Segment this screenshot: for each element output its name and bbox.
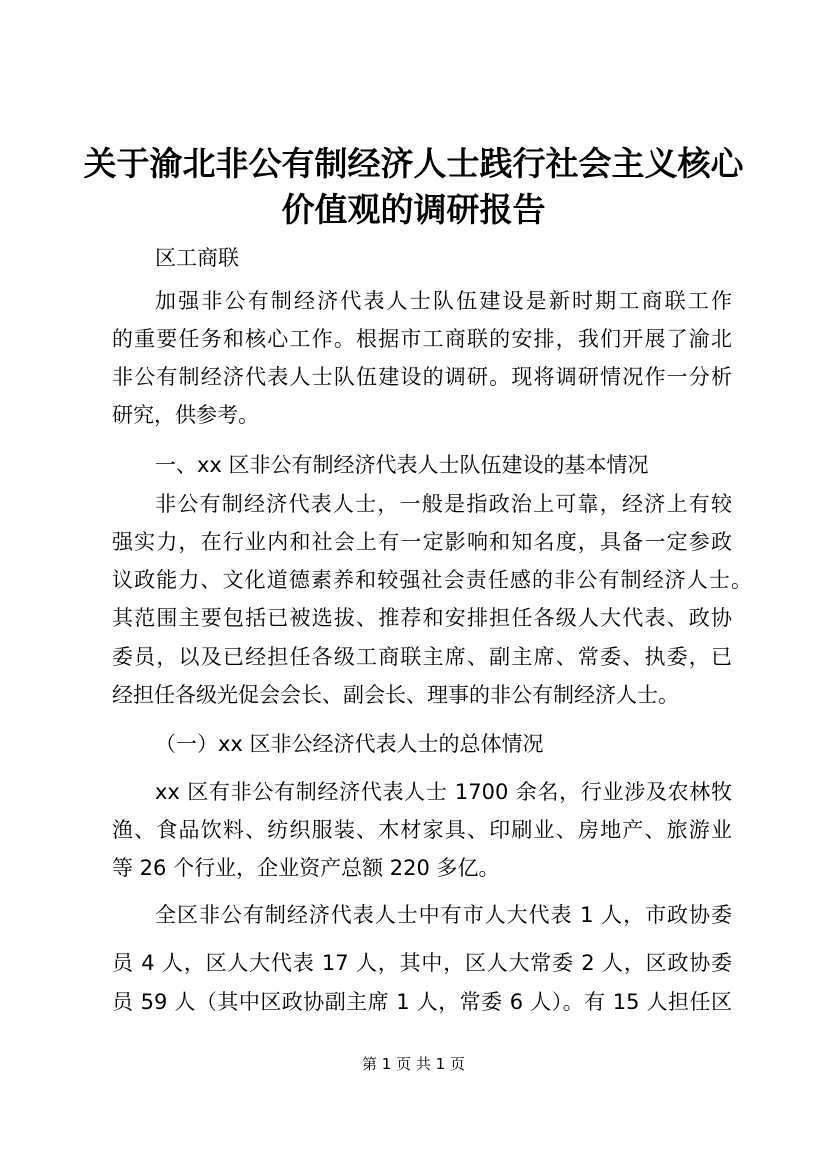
page-number-footer: 第 1 页 共 1 页 — [362, 1055, 465, 1073]
paragraph-line: 员 4 人，区人大代表 17 人，其中，区人大常委 2 人，区政协委 — [112, 951, 732, 975]
paragraph-line: 渔、食品饮料、纺织服装、木材家具、印刷业、房地产、旅游业 — [112, 818, 732, 842]
paragraph-line: 经担任各级光促会会长、副会长、理事的非公有制经济人士。 — [112, 683, 679, 707]
section-heading: 一、xx 区非公有制经济代表人士队伍建设的基本情况 — [155, 453, 649, 477]
paragraph-line: 加强非公有制经济代表人士队伍建设是新时期工商联工作 — [155, 289, 732, 313]
document-title-line-1: 关于渝北非公有制经济人士践行社会主义核心 — [83, 144, 744, 183]
paragraph-line: 员 59 人（其中区政协副主席 1 人，常委 6 人）。有 15 人担任区 — [112, 990, 732, 1014]
document-title-line-2: 价值观的调研报告 — [281, 190, 546, 229]
paragraph-line: 强实力，在行业内和社会上有一定影响和知名度，具备一定参政 — [112, 530, 732, 554]
paragraph-line: 非公有制经济代表人士，一般是指政治上可靠，经济上有较 — [155, 492, 732, 516]
paragraph-line: xx 区有非公有制经济代表人士 1700 余名，行业涉及农林牧 — [155, 780, 732, 804]
paragraph-line: 等 26 个行业，企业资产总额 220 多亿。 — [112, 856, 500, 880]
paragraph-line: 全区非公有制经济代表人士中有市人大代表 1 人，市政协委 — [155, 903, 732, 927]
author-line: 区工商联 — [155, 246, 239, 270]
subsection-heading: （一）xx 区非公经济代表人士的总体情况 — [155, 732, 544, 756]
paragraph-line: 其范围主要包括已被选拔、推荐和安排担任各级人大代表、政协 — [112, 606, 732, 630]
paragraph-line: 非公有制经济代表人士队伍建设的调研。现将调研情况作一分析 — [112, 365, 732, 389]
paragraph-line: 委员，以及已经担任各级工商联主席、副主席、常委、执委，已 — [112, 645, 732, 669]
paragraph-line: 议政能力、文化道德素养和较强社会责任感的非公有制经济人士。 — [112, 568, 752, 592]
paragraph-line: 研究，供参考。 — [112, 403, 259, 427]
paragraph-line: 的重要任务和核心工作。根据市工商联的安排，我们开展了渝北 — [112, 327, 732, 351]
